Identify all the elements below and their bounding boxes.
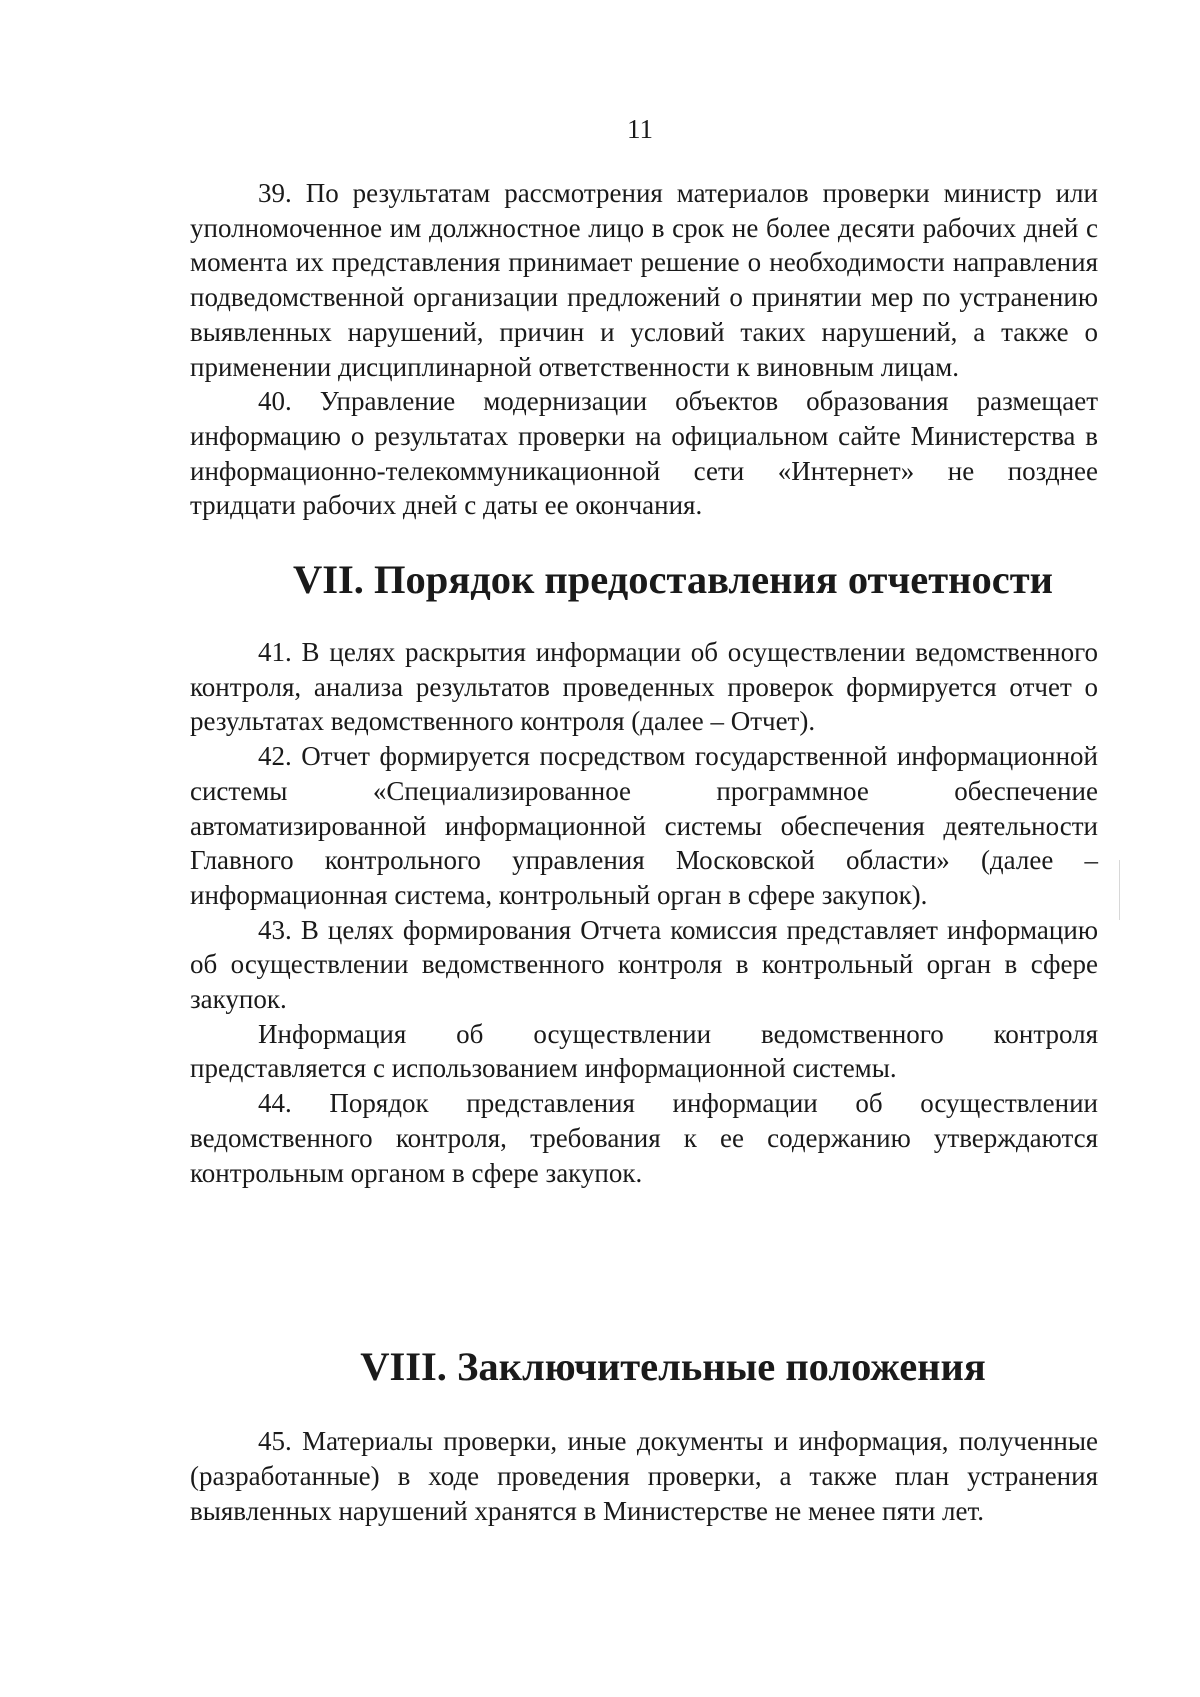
paragraph-44: 44. Порядок представления информации об осуществлении ведомственного контроля, требования к ее содержанию утверждаются контрольным органом в сфере закупок. bbox=[190, 1088, 1098, 1188]
paragraph-41: 41. В целях раскрытия информации об осуществлении ведомственного контроля, анализа результатов проведенных проверок формируется отчет о результатах ведомственного контроля (далее – Отчет). bbox=[190, 637, 1098, 737]
section-heading-vii: VII. Порядок предоставления отчетности bbox=[293, 557, 1053, 603]
document-body bbox=[190, 176, 1098, 1528]
section-heading-viii: VIII. Заключительные положения bbox=[360, 1344, 986, 1390]
page-number: 11 bbox=[627, 114, 653, 144]
paragraph-40: 40. Управление модернизации объектов образования размещает информацию о результатах проверки на официальном сайте Министерства в информационно-телекоммуникационной сети «Интернет» не позднее тридцати рабочих дней с даты ее окончания. bbox=[190, 386, 1098, 521]
paragraph-42: 42. Отчет формируется посредством государственной информационной системы «Специализированное программное обеспечение автоматизированной информационной системы обеспечения деятельности Главного контрольного управления Московской области» (далее – информационная система, контрольный орган в сфере закупок). bbox=[190, 741, 1098, 910]
paragraph-43-continuation: Информация об осуществлении ведомственного контроля представляется с использованием информационной системы. bbox=[190, 1018, 1098, 1084]
paragraph-39: 39. По результатам рассмотрения материалов проверки министр или уполномоченное им должностное лицо в срок не более десяти рабочих дней с момента их представления принимает решение о необходимости направления подведомственной организации предложений о принятии мер по устранению выявленных нарушений, причин и условий таких нарушений, а также о применении дисциплинарной ответственности к виновным лицам. bbox=[190, 178, 1098, 382]
paragraph-45: 45. Материалы проверки, иные документы и информация, полученные (разработанные) в ходе проведения проверки, а также план устранения выявленных нарушений хранятся в Министерстве не менее пяти лет. bbox=[190, 1426, 1098, 1526]
paragraph-43: 43. В целях формирования Отчета комиссия представляет информацию об осуществлении ведомственного контроля в контрольный орган в сфере закупок. bbox=[190, 914, 1098, 1015]
scan-margin-mark bbox=[1119, 860, 1120, 920]
